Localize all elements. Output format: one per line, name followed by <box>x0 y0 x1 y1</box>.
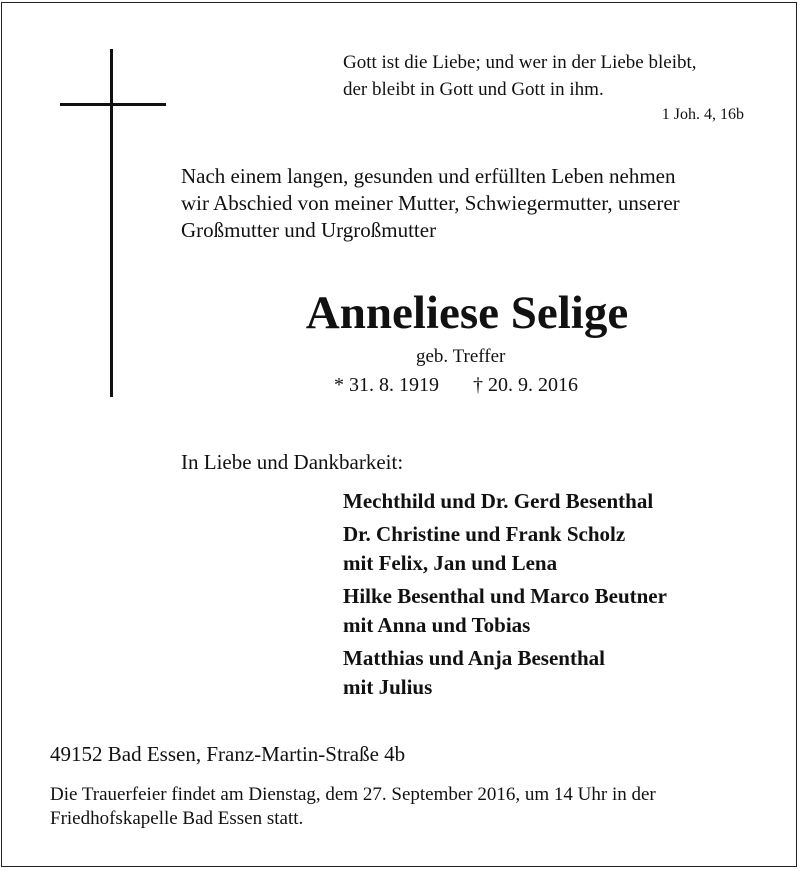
address: 49152 Bad Essen, Franz-Martin-Straße 4b <box>50 742 406 766</box>
mourner-name: Hilke Besenthal und Marco Beutner <box>343 584 667 608</box>
cross-icon-bar <box>60 103 166 106</box>
intro-text <box>181 163 680 244</box>
intro-line-2: wir Abschied von meiner Mutter, Schwiegermutter, unserer <box>181 191 680 215</box>
service-info <box>50 783 760 831</box>
obituary-notice <box>1 2 797 867</box>
verse-line-2: der bleibt in Gott und Gott in ihm. <box>343 79 604 100</box>
bible-verse <box>343 49 697 103</box>
verse-reference: 1 Joh. 4, 16b <box>661 106 744 123</box>
mourner-name: Matthias und Anja Besenthal <box>343 646 605 670</box>
mourner-entry <box>343 487 667 516</box>
maiden-name: geb. Treffer <box>416 346 506 367</box>
intro-line-1: Nach einem langen, gesunden und erfüllten Leben nehmen <box>181 164 676 188</box>
mourners-list <box>343 487 667 706</box>
service-line-1: Die Trauerfeier findet am Dienstag, dem 27. September 2016, um 14 Uhr in der <box>50 784 656 805</box>
thanks-line: In Liebe und Dankbarkeit: <box>181 450 404 474</box>
mourner-name: Mechthild und Dr. Gerd Besenthal <box>343 489 654 513</box>
mourner-children: mit Felix, Jan und Lena <box>343 551 558 575</box>
life-dates <box>334 374 578 397</box>
mourner-children: mit Anna und Tobias <box>343 613 531 637</box>
mourner-entry <box>343 520 667 578</box>
deceased-name: Anneliese Selige <box>305 287 629 339</box>
death-date: † 20. 9. 2016 <box>473 374 578 396</box>
mourner-entry <box>343 644 667 702</box>
birth-date: * 31. 8. 1919 <box>334 374 439 396</box>
intro-line-3: Großmutter und Urgroßmutter <box>181 218 437 242</box>
mourner-entry <box>343 582 667 640</box>
service-line-2: Friedhofskapelle Bad Essen statt. <box>50 808 304 829</box>
mourner-name: Dr. Christine und Frank Scholz <box>343 522 626 546</box>
cross-icon <box>110 49 113 397</box>
verse-line-1: Gott ist die Liebe; und wer in der Liebe bleibt, <box>343 52 697 73</box>
mourner-children: mit Julius <box>343 675 433 699</box>
